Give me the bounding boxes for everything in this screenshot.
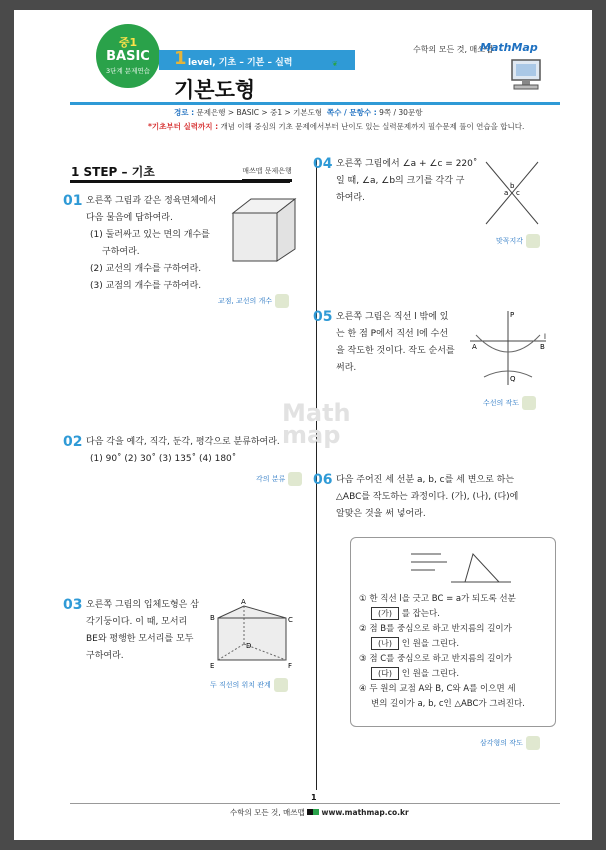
count-label: 쪽수 / 문항수 : [326, 108, 377, 117]
note-text: 개념 이해 중심의 기초 문제에서부터 난이도 있는 실력문제까지 필수문제 풀이 연습을 합니다. [220, 122, 525, 131]
svg-text:Q: Q [510, 375, 516, 383]
question-04-text: 오른쪽 그림에서 ∠a + ∠c = 220˚ 일 때, ∠a, ∠b의 크기를 각각 구 하여라. [336, 159, 478, 203]
page-number: 1 [311, 793, 317, 802]
question-number-04: 04 [313, 156, 333, 172]
construction-steps-box [350, 537, 556, 727]
question-05-text: 오른쪽 그림은 직선 l 밖에 있 는 한 점 P에서 직선 l에 수선 을 작도한 것이다. 작도 순서를 써라. [336, 312, 455, 373]
page-title: 기본도형 [174, 78, 256, 102]
triangle-construction-figure [407, 544, 515, 590]
info-line [174, 107, 422, 118]
route-label: 경로 : [174, 108, 195, 117]
badge-grade: 중1 [118, 36, 138, 49]
step-4: ④ 두 원의 교점 A와 B, C와 A를 이으면 세 변의 길이가 a, b, c인 △ABC가 그려진다. [359, 684, 525, 709]
svg-text:b: b [510, 182, 515, 190]
question-number-06: 06 [313, 472, 333, 488]
blank-na[interactable]: (나) [371, 637, 399, 650]
basic-badge [96, 24, 160, 88]
step-3: ③ 점 C를 중심으로 하고 반지름의 길이가 (다) 인 원을 그린다. [359, 654, 512, 679]
monitor-icon [508, 58, 544, 92]
section-tag: 매쓰맵 문제은행 [242, 163, 292, 182]
svg-text:E: E [210, 662, 215, 670]
svg-text:B: B [210, 614, 215, 622]
svg-text:a: a [504, 189, 509, 197]
mathmap-logo: MathMap [480, 41, 538, 54]
question-06-text: 다음 주어진 세 선분 a, b, c를 세 변으로 하는 △ABC를 작도하는 과정이다. (가), (나), (다)에 알맞은 것을 써 넣어라. [336, 475, 519, 519]
level-number: 1 [174, 48, 187, 69]
svg-text:l: l [544, 333, 546, 341]
badge-title: BASIC [106, 49, 150, 64]
crossing-lines-figure [480, 158, 544, 228]
perpendicular-construction-figure [466, 307, 550, 387]
question-02-text: 다음 각을 예각, 직각, 둔각, 평각으로 분류하여라. (1) 90˚ (2) 30˚ (3) 135˚ (4) 180˚ [86, 437, 280, 464]
construction-steps [359, 592, 551, 712]
hint-04: 맞꼭지각 [496, 234, 540, 248]
leaf-icon: ❦ [332, 60, 338, 68]
section-title: 1 STEP – 기초 [71, 165, 155, 179]
blank-da[interactable]: (다) [371, 667, 399, 680]
count-text: 9쪽 / 30문항 [379, 108, 423, 117]
route-text: 문제은행 > BASIC > 중1 > 기본도형 [196, 108, 323, 117]
level-text: level, 기초 – 기본 – 실력 [188, 58, 293, 68]
question-03-text: 오른쪽 그림의 입체도형은 삼 각기둥이다. 이 때, 모서리 BE와 평행한 모서리를 모두 구하여라. [86, 600, 199, 661]
hint-05: 수선의 작도 [483, 396, 536, 410]
svg-text:A: A [241, 598, 246, 606]
header-divider [70, 102, 560, 105]
tagline: 수학의 모든 것, 매쓰맵 [413, 45, 493, 54]
footer-text: 수학의 모든 것, 매쓰맵 www.mathmap.co.kr [230, 808, 409, 817]
question-number-02: 02 [63, 434, 83, 450]
blank-ga[interactable]: (가) [371, 607, 399, 620]
badge-subtitle: 3단계 문제연습 [106, 67, 150, 75]
question-number-01: 01 [63, 193, 83, 209]
svg-text:F: F [288, 662, 293, 670]
hint-01: 교점, 교선의 개수 [218, 294, 289, 308]
note-line [148, 121, 524, 132]
question-number-03: 03 [63, 597, 83, 613]
cube-figure [229, 195, 299, 265]
svg-text:B: B [540, 343, 545, 351]
svg-text:c: c [516, 189, 520, 197]
question-01-text: 오른쪽 그림과 같은 정육면체에서 다음 물음에 답하여라. (1) 둘러싸고 있는 면의 개수를 구하여라. (2) 교선의 개수를 구하여라. (3) 교점의 개수를 구하여라. [86, 196, 217, 291]
page [14, 10, 592, 840]
step-2: ② 점 B를 중심으로 하고 반지름의 길이가 (나) 인 원을 그린다. [359, 624, 512, 649]
footer-divider [70, 803, 560, 804]
hint-06: 삼각형의 작도 [480, 736, 540, 750]
question-number-05: 05 [313, 309, 333, 325]
footer-url[interactable]: www.mathmap.co.kr [321, 808, 409, 817]
note-label: *기초부터 실력까지 : [148, 122, 219, 131]
svg-text:P: P [510, 311, 515, 319]
svg-text:D: D [246, 642, 252, 650]
watermark: Math map [282, 399, 351, 449]
hint-03: 두 직선의 위치 관계 [210, 678, 288, 692]
prism-figure [210, 598, 294, 670]
hint-02: 각의 분류 [256, 472, 302, 486]
svg-text:A: A [472, 343, 477, 351]
step-1: ① 한 직선 l을 긋고 BC = a가 되도록 선분 (가) 를 잡는다. [359, 594, 516, 619]
svg-text:C: C [288, 616, 293, 624]
